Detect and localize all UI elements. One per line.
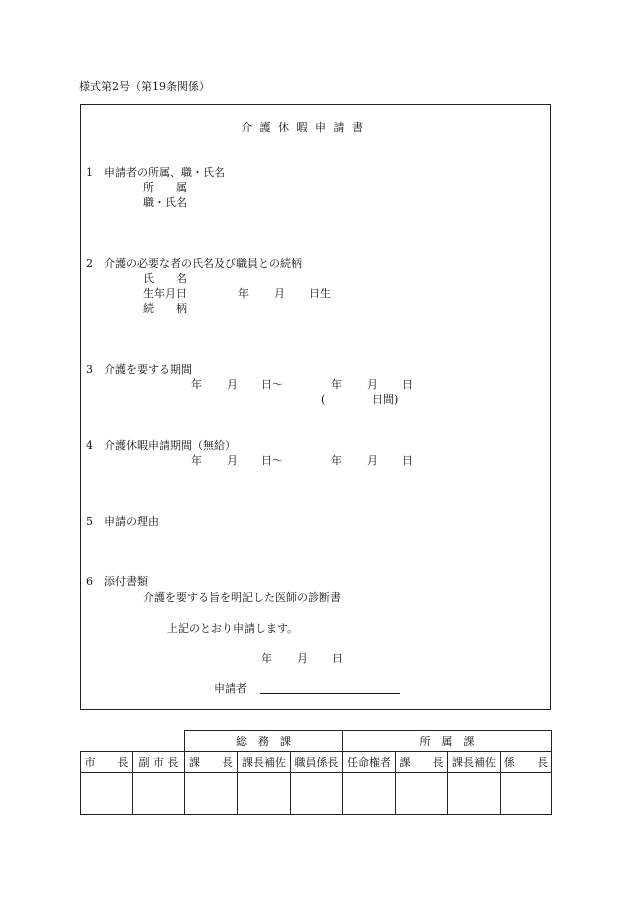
stamp-cell (133, 773, 185, 815)
section3-heading: 3 介護を要する期間 (86, 363, 192, 376)
col-deputy-mayor: 副 市 長 (133, 752, 185, 773)
section2-heading: 2 介護の必要な者の氏名及び職員との続柄 (86, 257, 302, 270)
date-year: 年 (261, 652, 272, 665)
form-number: 様式第2号（第19条関係） (79, 80, 210, 93)
care-recipient-name-label: 氏 名 (143, 272, 187, 285)
stamp-cell (185, 773, 238, 815)
stamp-cell (343, 773, 396, 815)
date-month: 月 (297, 652, 308, 665)
form-title: 介 護 休 暇 申 請 書 (241, 121, 365, 134)
col-ga-deputy-chief: 課長補佐 (238, 752, 291, 773)
stamp-cell (396, 773, 448, 815)
leave-period-from-month: 月 (227, 454, 238, 467)
col-aff-deputy-chief: 課長補佐 (448, 752, 501, 773)
applicant-signature-line (260, 693, 400, 694)
applicant-label: 申請者 (214, 682, 247, 695)
care-days-open: ( (321, 393, 326, 406)
position-name-label: 職・氏名 (143, 196, 187, 209)
stamp-cell (291, 773, 343, 815)
approval-table (80, 730, 552, 815)
care-period-to-year: 年 (331, 378, 342, 391)
col-ga-section-chief: 課 長 (185, 752, 238, 773)
leave-period-from-day: 日～ (261, 454, 283, 467)
affiliated-dept-group-header: 所 属 課 (343, 731, 552, 752)
care-period-from-day: 日～ (261, 378, 283, 391)
leave-period-to-month: 月 (367, 454, 378, 467)
col-aff-section-chief: 課 長 (396, 752, 448, 773)
stamp-cell (81, 773, 133, 815)
stamp-cell (238, 773, 291, 815)
section4-heading: 4 介護休暇申請期間（無給） (86, 439, 236, 452)
general-affairs-group-header: 総 務 課 (185, 731, 343, 752)
care-period-from-month: 月 (227, 378, 238, 391)
approval-blank-corner (81, 731, 185, 752)
dob-month: 月 (274, 287, 285, 300)
section6-heading: 6 添付書類 (86, 575, 148, 588)
relationship-label: 続 柄 (143, 302, 187, 315)
affiliation-label: 所 属 (143, 181, 187, 194)
stamp-cell (501, 773, 552, 815)
care-days-close: 日間) (372, 393, 399, 406)
col-staff-subsection-chief: 職員係長 (291, 752, 343, 773)
leave-period-to-day: 日 (402, 454, 413, 467)
stamp-cell (448, 773, 501, 815)
care-period-from-year: 年 (191, 378, 202, 391)
care-period-to-month: 月 (367, 378, 378, 391)
col-mayor: 市 長 (81, 752, 133, 773)
section1-heading: 1 申請者の所属、職・氏名 (86, 166, 225, 179)
dob-day-born: 日生 (309, 287, 331, 300)
col-subsection-chief: 係 長 (501, 752, 552, 773)
declaration-text: 上記のとおり申請します。 (167, 622, 299, 635)
dob-year: 年 (238, 287, 249, 300)
col-appointing-authority: 任命権者 (343, 752, 396, 773)
date-day: 日 (332, 652, 343, 665)
section5-heading: 5 申請の理由 (86, 515, 159, 528)
leave-period-from-year: 年 (191, 454, 202, 467)
dob-label: 生年月日 (143, 287, 187, 300)
attached-document: 介護を要する旨を明記した医師の診断書 (143, 591, 341, 604)
leave-period-to-year: 年 (331, 454, 342, 467)
care-period-to-day: 日 (402, 378, 413, 391)
